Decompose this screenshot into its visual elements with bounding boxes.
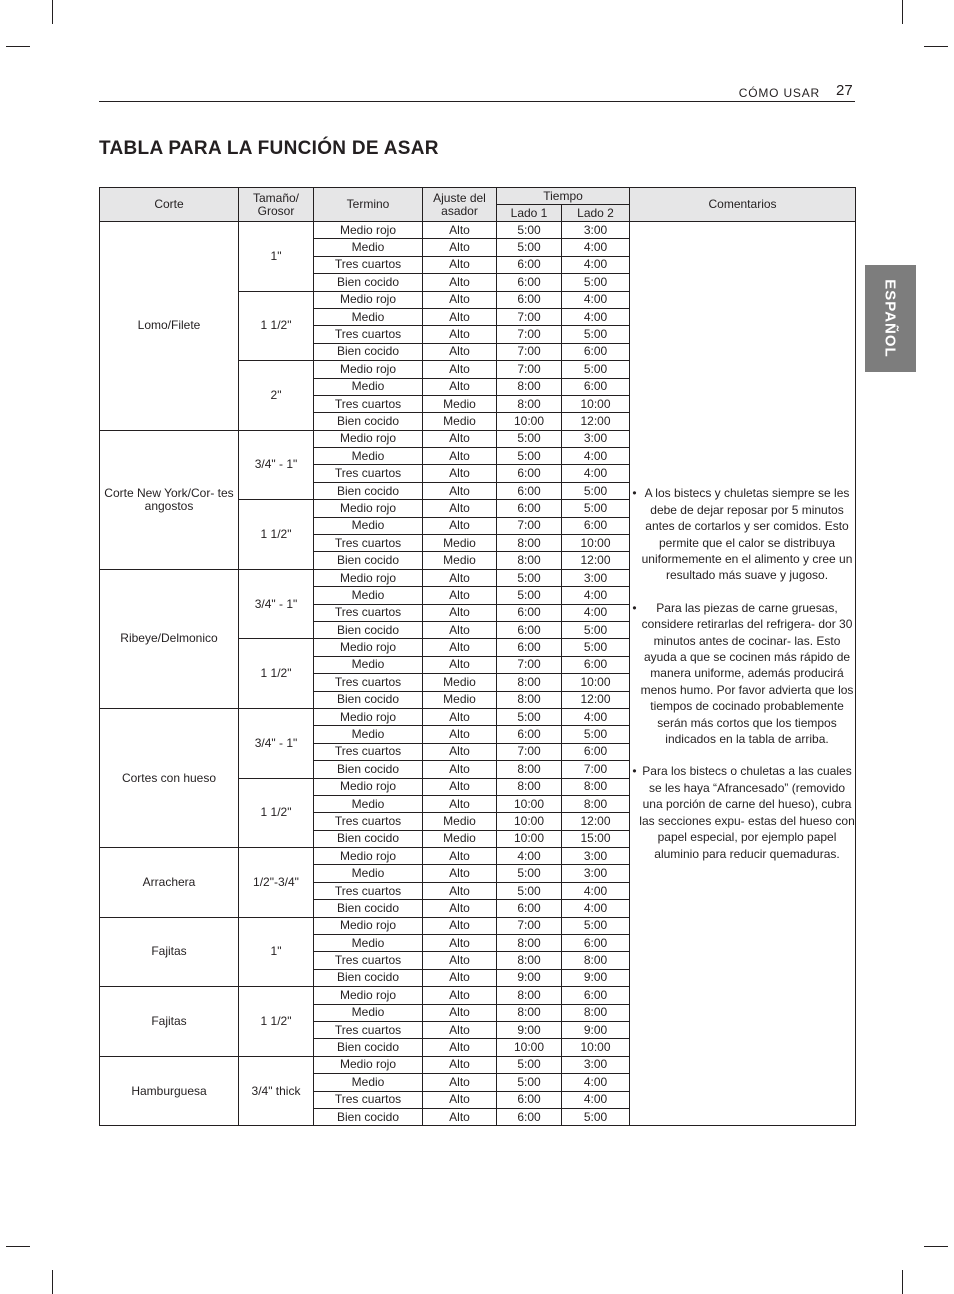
doneness-cell: Tres cuartos — [314, 535, 423, 552]
doneness-cell: Tres cuartos — [314, 743, 423, 760]
side-1-cell: 10:00 — [497, 795, 562, 812]
side-1-cell: 7:00 — [497, 343, 562, 360]
table-row — [100, 222, 856, 239]
side-1-cell: 6:00 — [497, 900, 562, 917]
side-2-cell: 6:00 — [562, 656, 630, 673]
size-cell: 2" — [239, 361, 314, 431]
side-1-cell: 6:00 — [497, 639, 562, 656]
cut-cell: Fajitas — [100, 987, 239, 1057]
setting-cell: Alto — [423, 1074, 497, 1091]
side-1-cell: 8:00 — [497, 691, 562, 708]
crop-mark — [902, 0, 903, 24]
setting-cell: Alto — [423, 500, 497, 517]
doneness-cell: Medio — [314, 587, 423, 604]
setting-cell: Alto — [423, 274, 497, 291]
setting-cell: Alto — [423, 256, 497, 273]
side-2-cell: 12:00 — [562, 691, 630, 708]
side-1-cell: 8:00 — [497, 1004, 562, 1021]
doneness-cell: Tres cuartos — [314, 326, 423, 343]
side-1-cell: 10:00 — [497, 1039, 562, 1056]
doneness-cell: Medio — [314, 795, 423, 812]
comments-cell — [630, 222, 856, 1126]
size-cell: 1 1/2" — [239, 500, 314, 570]
setting-cell: Alto — [423, 569, 497, 586]
side-2-cell: 4:00 — [562, 604, 630, 621]
doneness-cell: Medio rojo — [314, 848, 423, 865]
doneness-cell: Tres cuartos — [314, 1021, 423, 1038]
side-1-cell: 8:00 — [497, 952, 562, 969]
side-2-cell: 6:00 — [562, 935, 630, 952]
side-2-cell: 4:00 — [562, 239, 630, 256]
side-2-cell: 8:00 — [562, 1004, 630, 1021]
setting-cell: Alto — [423, 378, 497, 395]
side-1-cell: 8:00 — [497, 935, 562, 952]
side-1-cell: 8:00 — [497, 674, 562, 691]
cut-cell: Ribeye/Delmonico — [100, 569, 239, 708]
size-cell: 1 1/2" — [239, 639, 314, 709]
doneness-cell: Medio — [314, 239, 423, 256]
side-2-cell: 5:00 — [562, 1108, 630, 1125]
side-1-cell: 6:00 — [497, 1091, 562, 1108]
crop-mark — [52, 1270, 53, 1294]
side-2-cell: 5:00 — [562, 726, 630, 743]
setting-cell: Alto — [423, 430, 497, 447]
header-termino: Termino — [314, 188, 423, 222]
side-2-cell: 4:00 — [562, 900, 630, 917]
doneness-cell: Bien cocido — [314, 969, 423, 986]
side-2-cell: 6:00 — [562, 378, 630, 395]
cut-cell: Lomo/Filete — [100, 222, 239, 431]
setting-cell: Alto — [423, 465, 497, 482]
setting-cell: Alto — [423, 935, 497, 952]
doneness-cell: Bien cocido — [314, 343, 423, 360]
side-2-cell: 7:00 — [562, 761, 630, 778]
bullet-icon: • — [632, 600, 637, 615]
side-1-cell: 7:00 — [497, 743, 562, 760]
header-corte: Corte — [100, 188, 239, 222]
side-2-cell: 10:00 — [562, 1039, 630, 1056]
side-1-cell: 6:00 — [497, 621, 562, 638]
doneness-cell: Medio rojo — [314, 291, 423, 308]
side-1-cell: 8:00 — [497, 535, 562, 552]
side-2-cell: 5:00 — [562, 482, 630, 499]
side-1-cell: 8:00 — [497, 778, 562, 795]
language-tab — [865, 265, 916, 372]
side-1-cell: 5:00 — [497, 1056, 562, 1073]
setting-cell: Alto — [423, 1039, 497, 1056]
side-1-cell: 4:00 — [497, 848, 562, 865]
side-1-cell: 10:00 — [497, 813, 562, 830]
setting-cell: Alto — [423, 987, 497, 1004]
size-cell: 3/4" - 1" — [239, 430, 314, 500]
setting-cell: Alto — [423, 343, 497, 360]
crop-mark — [6, 1246, 30, 1247]
header-lado-1: Lado 1 — [497, 205, 562, 222]
setting-cell: Alto — [423, 621, 497, 638]
doneness-cell: Medio — [314, 935, 423, 952]
side-1-cell: 8:00 — [497, 761, 562, 778]
size-cell: 3/4" - 1" — [239, 708, 314, 778]
side-2-cell: 3:00 — [562, 222, 630, 239]
side-1-cell: 8:00 — [497, 987, 562, 1004]
setting-cell: Alto — [423, 969, 497, 986]
comment-note — [630, 600, 855, 748]
side-1-cell: 6:00 — [497, 482, 562, 499]
side-2-cell: 9:00 — [562, 1021, 630, 1038]
size-cell: 3/4" thick — [239, 1056, 314, 1126]
doneness-cell: Medio rojo — [314, 569, 423, 586]
crop-mark — [924, 46, 948, 47]
side-2-cell: 3:00 — [562, 848, 630, 865]
side-1-cell: 5:00 — [497, 587, 562, 604]
side-2-cell: 5:00 — [562, 361, 630, 378]
side-2-cell: 15:00 — [562, 830, 630, 847]
side-1-cell: 7:00 — [497, 517, 562, 534]
comment-note — [630, 763, 855, 861]
setting-cell: Alto — [423, 795, 497, 812]
side-2-cell: 4:00 — [562, 448, 630, 465]
side-2-cell: 4:00 — [562, 1074, 630, 1091]
size-cell: 1 1/2" — [239, 987, 314, 1057]
side-2-cell: 4:00 — [562, 256, 630, 273]
side-1-cell: 5:00 — [497, 865, 562, 882]
side-2-cell: 4:00 — [562, 708, 630, 725]
setting-cell: Alto — [423, 517, 497, 534]
bullet-icon: • — [632, 764, 637, 779]
side-2-cell: 12:00 — [562, 813, 630, 830]
doneness-cell: Medio rojo — [314, 987, 423, 1004]
side-1-cell: 5:00 — [497, 448, 562, 465]
doneness-cell: Medio — [314, 378, 423, 395]
crop-mark — [902, 1270, 903, 1294]
crop-mark — [52, 0, 53, 24]
side-1-cell: 7:00 — [497, 917, 562, 934]
side-2-cell: 3:00 — [562, 1056, 630, 1073]
side-2-cell: 5:00 — [562, 500, 630, 517]
doneness-cell: Tres cuartos — [314, 674, 423, 691]
doneness-cell: Bien cocido — [314, 621, 423, 638]
setting-cell: Medio — [423, 674, 497, 691]
doneness-cell: Medio rojo — [314, 222, 423, 239]
side-1-cell: 5:00 — [497, 882, 562, 899]
doneness-cell: Medio — [314, 517, 423, 534]
setting-cell: Alto — [423, 848, 497, 865]
side-2-cell: 8:00 — [562, 952, 630, 969]
side-2-cell: 10:00 — [562, 535, 630, 552]
side-1-cell: 6:00 — [497, 1108, 562, 1125]
size-cell: 1/2"-3/4" — [239, 848, 314, 918]
size-cell: 1" — [239, 917, 314, 987]
doneness-cell: Medio rojo — [314, 708, 423, 725]
setting-cell: Alto — [423, 900, 497, 917]
setting-cell: Alto — [423, 917, 497, 934]
doneness-cell: Medio rojo — [314, 639, 423, 656]
side-1-cell: 5:00 — [497, 1074, 562, 1091]
setting-cell: Alto — [423, 308, 497, 325]
side-2-cell: 3:00 — [562, 430, 630, 447]
doneness-cell: Medio rojo — [314, 361, 423, 378]
cut-cell: Corte New York/Cor- tes angostos — [100, 430, 239, 569]
side-2-cell: 9:00 — [562, 969, 630, 986]
setting-cell: Alto — [423, 448, 497, 465]
side-2-cell: 3:00 — [562, 865, 630, 882]
setting-cell: Alto — [423, 326, 497, 343]
side-1-cell: 9:00 — [497, 1021, 562, 1038]
crop-mark — [924, 1246, 948, 1247]
header-tamano: Tamaño/ Grosor — [239, 188, 314, 222]
side-1-cell: 8:00 — [497, 552, 562, 569]
side-1-cell: 6:00 — [497, 500, 562, 517]
doneness-cell: Bien cocido — [314, 830, 423, 847]
side-1-cell: 7:00 — [497, 656, 562, 673]
header-tiempo: Tiempo — [497, 188, 630, 205]
doneness-cell: Tres cuartos — [314, 465, 423, 482]
side-2-cell: 4:00 — [562, 587, 630, 604]
crop-mark — [6, 46, 30, 47]
size-cell: 3/4" - 1" — [239, 569, 314, 639]
comment-text: A los bistecs y chuletas siempre se les debe de dejar reposar por 5 minutos antes de cortarlos y ser comidos. Esto permite que el calor se distribuya uniformemente en el alimento y cree un resultado más suave y jugoso. — [641, 486, 853, 583]
header-ajuste: Ajuste del asador — [423, 188, 497, 222]
side-2-cell: 5:00 — [562, 326, 630, 343]
section-label: CÓMO USAR — [738, 86, 820, 100]
doneness-cell: Medio rojo — [314, 430, 423, 447]
setting-cell: Medio — [423, 395, 497, 412]
doneness-cell: Bien cocido — [314, 761, 423, 778]
comment-text: Para las piezas de carne gruesas, considere retirarlas del refrigera- dor 30 minutos antes de cocinar- las. Esto ayuda a que se cocinen más rápido de manera uniforme, además producirá menos humo. Por favor advierta que los tiempos de cocinado probablemente serán más cortos que los tiempos indicados en la tabla de arriba. — [640, 600, 854, 747]
setting-cell: Medio — [423, 813, 497, 830]
side-1-cell: 9:00 — [497, 969, 562, 986]
doneness-cell: Bien cocido — [314, 1039, 423, 1056]
side-2-cell: 12:00 — [562, 413, 630, 430]
side-2-cell: 6:00 — [562, 743, 630, 760]
side-1-cell: 5:00 — [497, 430, 562, 447]
side-2-cell: 3:00 — [562, 569, 630, 586]
header-divider — [99, 101, 855, 102]
setting-cell: Medio — [423, 830, 497, 847]
comment-note — [630, 485, 855, 583]
side-1-cell: 6:00 — [497, 291, 562, 308]
doneness-cell: Bien cocido — [314, 413, 423, 430]
doneness-cell: Medio rojo — [314, 778, 423, 795]
side-1-cell: 5:00 — [497, 222, 562, 239]
doneness-cell: Bien cocido — [314, 274, 423, 291]
doneness-cell: Medio — [314, 448, 423, 465]
side-2-cell: 5:00 — [562, 274, 630, 291]
setting-cell: Alto — [423, 1108, 497, 1125]
cut-cell: Cortes con hueso — [100, 708, 239, 847]
side-2-cell: 8:00 — [562, 778, 630, 795]
page-number: 27 — [836, 82, 853, 99]
setting-cell: Alto — [423, 656, 497, 673]
side-2-cell: 12:00 — [562, 552, 630, 569]
doneness-cell: Tres cuartos — [314, 1091, 423, 1108]
side-1-cell: 6:00 — [497, 465, 562, 482]
page-title: TABLA PARA LA FUNCIÓN DE ASAR — [99, 138, 439, 159]
side-2-cell: 4:00 — [562, 882, 630, 899]
setting-cell: Alto — [423, 1004, 497, 1021]
size-cell: 1" — [239, 222, 314, 292]
grill-table — [99, 187, 856, 1126]
setting-cell: Alto — [423, 361, 497, 378]
side-1-cell: 6:00 — [497, 726, 562, 743]
size-cell: 1 1/2" — [239, 778, 314, 848]
side-1-cell: 5:00 — [497, 239, 562, 256]
doneness-cell: Tres cuartos — [314, 813, 423, 830]
doneness-cell: Medio rojo — [314, 500, 423, 517]
setting-cell: Alto — [423, 239, 497, 256]
side-2-cell: 4:00 — [562, 291, 630, 308]
setting-cell: Medio — [423, 552, 497, 569]
setting-cell: Alto — [423, 761, 497, 778]
setting-cell: Alto — [423, 882, 497, 899]
side-1-cell: 7:00 — [497, 326, 562, 343]
doneness-cell: Medio — [314, 308, 423, 325]
side-2-cell: 4:00 — [562, 1091, 630, 1108]
language-tab-label: ESPAÑOL — [882, 279, 899, 358]
setting-cell: Alto — [423, 482, 497, 499]
doneness-cell: Bien cocido — [314, 691, 423, 708]
header-comentarios: Comentarios — [630, 188, 856, 222]
side-1-cell: 5:00 — [497, 569, 562, 586]
side-2-cell: 4:00 — [562, 308, 630, 325]
doneness-cell: Medio rojo — [314, 1056, 423, 1073]
doneness-cell: Medio rojo — [314, 917, 423, 934]
bullet-icon: • — [632, 486, 637, 501]
setting-cell: Alto — [423, 743, 497, 760]
doneness-cell: Bien cocido — [314, 1108, 423, 1125]
doneness-cell: Tres cuartos — [314, 604, 423, 621]
side-1-cell: 6:00 — [497, 256, 562, 273]
doneness-cell: Bien cocido — [314, 900, 423, 917]
setting-cell: Medio — [423, 535, 497, 552]
header-lado-2: Lado 2 — [562, 205, 630, 222]
side-2-cell: 4:00 — [562, 465, 630, 482]
doneness-cell: Tres cuartos — [314, 256, 423, 273]
doneness-cell: Tres cuartos — [314, 395, 423, 412]
setting-cell: Alto — [423, 1021, 497, 1038]
side-1-cell: 8:00 — [497, 378, 562, 395]
side-1-cell: 7:00 — [497, 308, 562, 325]
setting-cell: Alto — [423, 639, 497, 656]
doneness-cell: Medio — [314, 1004, 423, 1021]
setting-cell: Alto — [423, 1056, 497, 1073]
side-2-cell: 5:00 — [562, 621, 630, 638]
doneness-cell: Medio — [314, 865, 423, 882]
doneness-cell: Medio — [314, 1074, 423, 1091]
grill-table-body — [100, 222, 856, 1126]
side-2-cell: 5:00 — [562, 639, 630, 656]
setting-cell: Alto — [423, 865, 497, 882]
doneness-cell: Bien cocido — [314, 552, 423, 569]
setting-cell: Alto — [423, 708, 497, 725]
doneness-cell: Tres cuartos — [314, 952, 423, 969]
side-2-cell: 10:00 — [562, 674, 630, 691]
setting-cell: Alto — [423, 222, 497, 239]
cut-cell: Fajitas — [100, 917, 239, 987]
side-1-cell: 6:00 — [497, 274, 562, 291]
setting-cell: Alto — [423, 587, 497, 604]
setting-cell: Medio — [423, 413, 497, 430]
cut-cell: Arrachera — [100, 848, 239, 918]
doneness-cell: Tres cuartos — [314, 882, 423, 899]
side-1-cell: 8:00 — [497, 395, 562, 412]
setting-cell: Alto — [423, 1091, 497, 1108]
side-2-cell: 10:00 — [562, 395, 630, 412]
side-2-cell: 5:00 — [562, 917, 630, 934]
setting-cell: Alto — [423, 778, 497, 795]
size-cell: 1 1/2" — [239, 291, 314, 361]
comment-text: Para los bistecs o chuletas a las cuales se les haya “Afrancesado” (removido una porción de carne del hueso), cubra las secciones expu- estas del hueso con papel especial, por ejemplo papel aluminio para reducir quemaduras. — [639, 764, 855, 861]
setting-cell: Alto — [423, 604, 497, 621]
side-2-cell: 6:00 — [562, 987, 630, 1004]
doneness-cell: Medio — [314, 726, 423, 743]
side-1-cell: 10:00 — [497, 830, 562, 847]
side-1-cell: 10:00 — [497, 413, 562, 430]
setting-cell: Alto — [423, 952, 497, 969]
doneness-cell: Bien cocido — [314, 482, 423, 499]
setting-cell: Alto — [423, 726, 497, 743]
side-2-cell: 6:00 — [562, 517, 630, 534]
setting-cell: Alto — [423, 291, 497, 308]
side-1-cell: 5:00 — [497, 708, 562, 725]
cut-cell: Hamburguesa — [100, 1056, 239, 1126]
setting-cell: Medio — [423, 691, 497, 708]
side-2-cell: 8:00 — [562, 795, 630, 812]
side-1-cell: 6:00 — [497, 604, 562, 621]
side-1-cell: 7:00 — [497, 361, 562, 378]
side-2-cell: 6:00 — [562, 343, 630, 360]
doneness-cell: Medio — [314, 656, 423, 673]
